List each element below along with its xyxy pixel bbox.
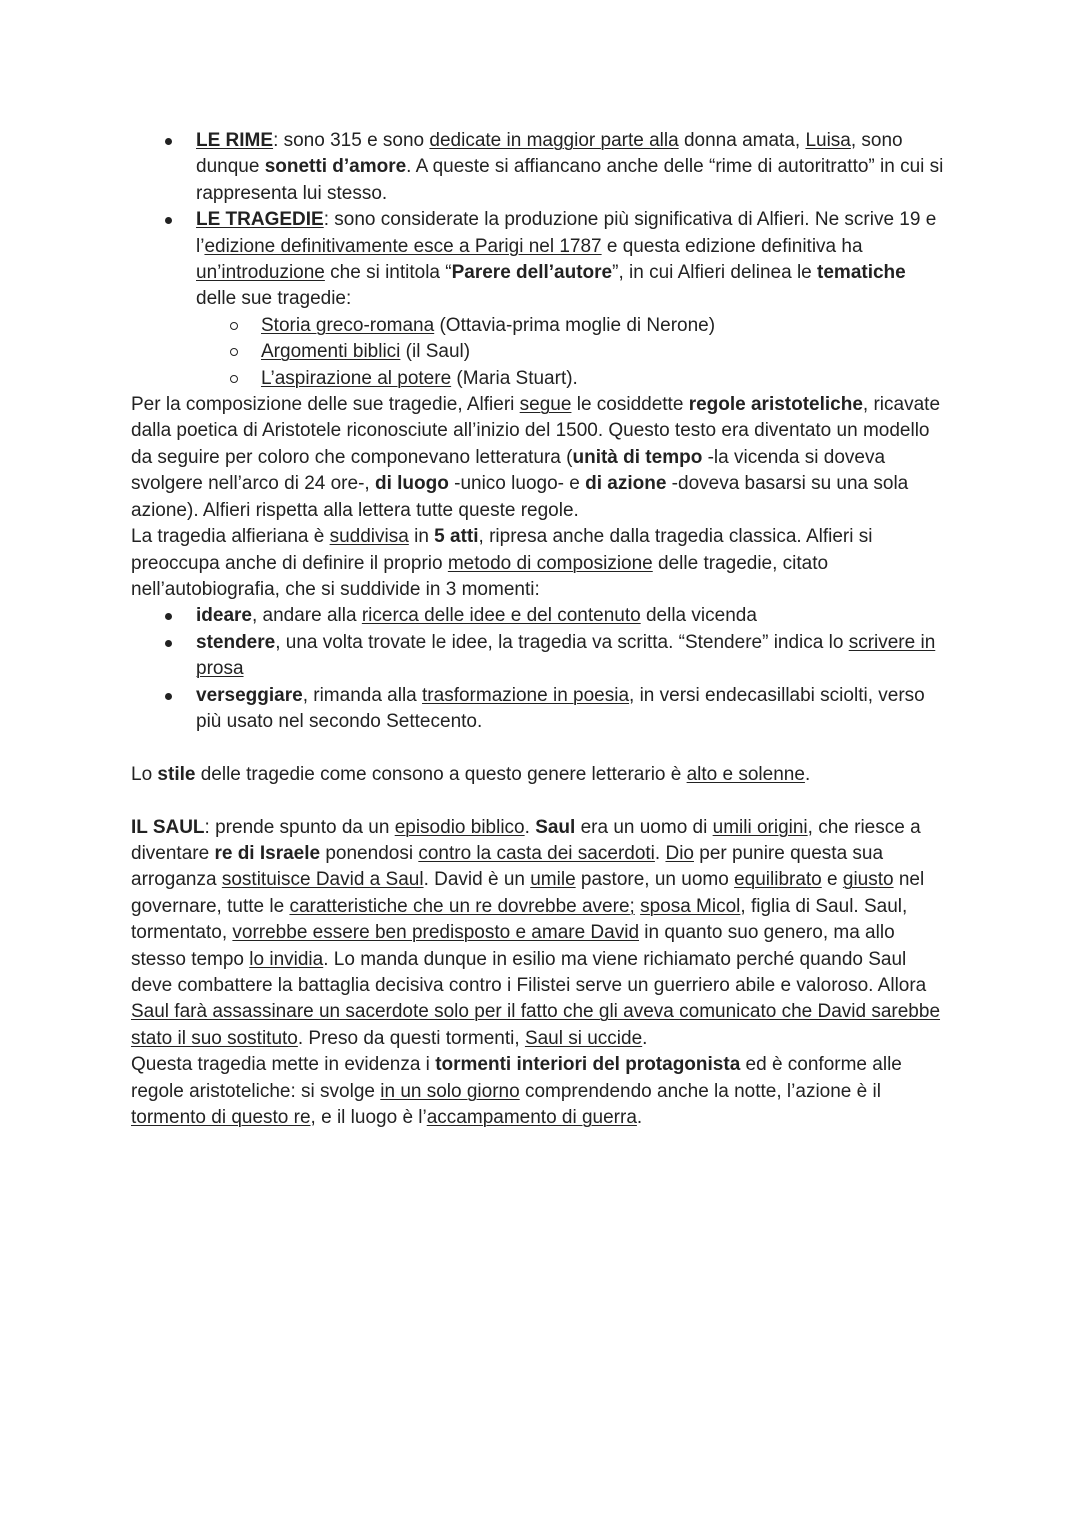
tragedie-heading: LE TRAGEDIE [196, 209, 324, 231]
rime-heading: LE RIME [196, 130, 274, 151]
works-list [131, 128, 946, 392]
list-item: L’aspirazione al potere (Maria Stuart). [261, 366, 946, 392]
spacer [131, 735, 946, 761]
momenti-list [131, 603, 946, 735]
list-item-tragedie: LE TRAGEDIE: sono considerate la produzione più significativa di Alfieri. Ne scrive 19 e l’edizione definitivamente esce a Parigi nel 1787 e questa edizione definitiva ha un’introduzione che si intitola “Parere dell’autore”, in cui Alfieri delinea le tematiche delle sue tragedie: Storia greco-romana (Ottavia-prima moglie di Nerone) Argomenti biblici (il Saul) L’aspirazione al potere (Maria Stuart). [196, 207, 946, 392]
list-item: verseggiare, rimanda alla trasformazione in poesia, in versi endecasillabi sciolti, verso più usato nel secondo Settecento. [196, 683, 946, 736]
saul-heading: IL SAUL [131, 816, 205, 838]
paragraph-stile: Lo stile delle tragedie come consono a questo genere letterario è alto e solenne. [131, 763, 811, 785]
themes-list [196, 313, 946, 392]
spacer [131, 788, 946, 814]
paragraph-saul: IL SAUL: prende spunto da un episodio biblico. Saul era un uomo di umili origini, che riesce a diventare re di Israele ponendosi contro la casta dei sacerdoti. Dio per punire questa sua arroganza sostituisce David a Saul. David è un umile pastore, un uomo equilibrato e giusto nel governare, tutte le caratteristiche che un re dovrebbe avere; sposa Micol, figlia di Saul. Saul, tormentato, vorrebbe essere ben predisposto e amare David in quanto suo genero, ma allo stesso tempo lo invidia. Lo manda dunque in esilio ma viene richiamato perché quando Saul deve combattere la battaglia decisiva contro i Filistei serve un guerriero abile e valoroso. Allora Saul farà assassinare un sacerdote solo per il fatto che gli aveva comunicato che David sarebbe stato il suo sostituto. Preso da questi tormenti, Saul si uccide. [131, 816, 941, 1049]
paragraph-conclusione: Questa tragedia mette in evidenza i tormenti interiori del protagonista ed è conforme alle regole aristoteliche: si svolge in un solo giorno comprendendo anche la notte, l’azione è il tormento di questo re, e il luogo è l’accampamento di guerra. [131, 1054, 902, 1128]
list-item: Argomenti biblici (il Saul) [261, 339, 946, 365]
list-item: Storia greco-romana (Ottavia-prima moglie di Nerone) [261, 313, 946, 339]
paragraph-regole: Per la composizione delle sue tragedie, Alfieri segue le cosiddette regole aristoteliche, ricavate dalla poetica di Aristotele riconosciute all’inizio del 1500. Questo testo era diventato un modello da seguire per coloro che componevano letteratura (unità di tempo -la vicenda si doveva svolgere nell’arco di 24 ore-, di luogo -unico luogo- e di azione -doveva basarsi su una sola azione). Alfieri rispetta alla lettera tutte queste regole. [131, 394, 941, 521]
list-item-rime: LE RIME: sono 315 e sono dedicate in maggior parte alla donna amata, Luisa, sono dunque sonetti d’amore. A queste si affiancano anche delle “rime di autoritratto” in cui si rappresenta lui stesso. [196, 128, 946, 207]
document-page [131, 128, 946, 1131]
paragraph-struttura: La tragedia alfieriana è suddivisa in 5 atti, ripresa anche dalla tragedia classica. Alfieri si preoccupa anche di definire il proprio metodo di composizione delle tragedie, citato nell’autobiografia, che si suddivide in 3 momenti: [131, 526, 873, 600]
list-item: stendere, una volta trovate le idee, la tragedia va scritta. “Stendere” indica lo scrivere in prosa [196, 630, 946, 683]
list-item: ideare, andare alla ricerca delle idee e del contenuto della vicenda [196, 603, 946, 629]
